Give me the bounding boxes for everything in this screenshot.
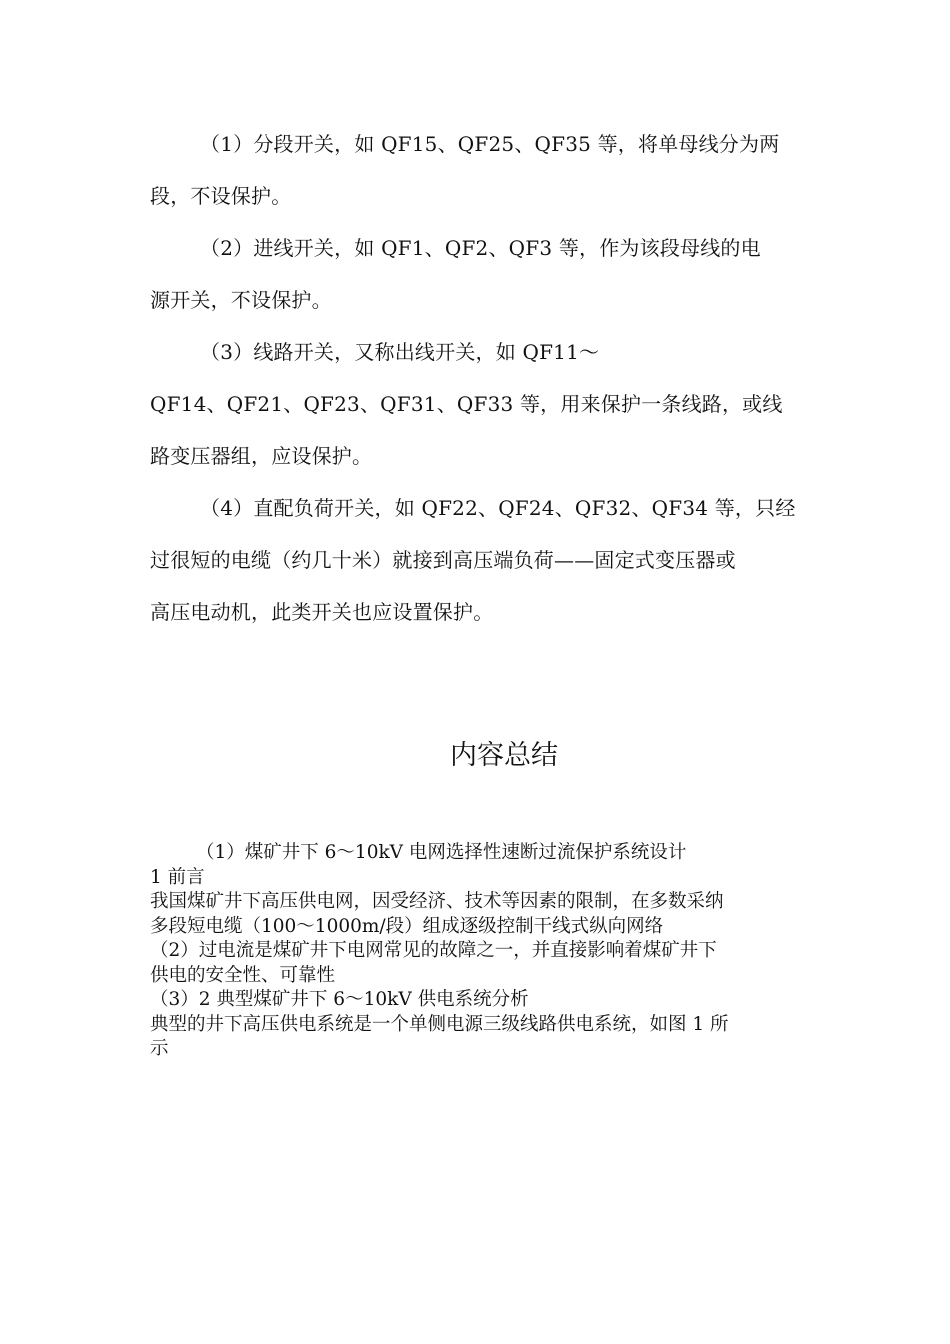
paragraph-line: （2）进线开关，如 QF1、QF2、QF3 等，作为该段母线的电 bbox=[200, 236, 761, 260]
summary-line: 多段短电缆（100～1000m/段）组成逐级控制干线式纵向网络 bbox=[150, 915, 664, 937]
paragraph-line: 源开关，不设保护。 bbox=[150, 288, 332, 312]
summary-line: 1 前言 bbox=[150, 866, 205, 888]
summary-line: 我国煤矿井下高压供电网，因受经济、技术等因素的限制，在多数采纳 bbox=[150, 891, 724, 912]
paragraph-line: 路变压器组，应设保护。 bbox=[150, 444, 373, 468]
paragraph-line: （4）直配负荷开关，如 QF22、QF24、QF32、QF34 等，只经 bbox=[200, 496, 796, 520]
body-text bbox=[150, 118, 802, 638]
summary-line: 供电的安全性、可靠性 bbox=[150, 964, 336, 986]
paragraph-line: 高压电动机，此类开关也应设置保护。 bbox=[150, 600, 494, 624]
paragraph-line: （1）分段开关，如 QF15、QF25、QF35 等，将单母线分为两 bbox=[200, 132, 780, 156]
paragraph-line: （3）线路开关，又称出线开关，如 QF11～ bbox=[200, 340, 600, 364]
summary-line: （2）过电流是煤矿井下电网常见的故障之一，并直接影响着煤矿井下 bbox=[150, 940, 717, 961]
paragraph-line: 段，不设保护。 bbox=[150, 184, 292, 208]
summary-line: （1）煤矿井下 6～10kV 电网选择性速断过流保护系统设计 bbox=[196, 842, 687, 863]
summary-line: 典型的井下高压供电系统是一个单侧电源三级线路供电系统，如图 1 所 bbox=[150, 1013, 729, 1035]
summary-line: 示 bbox=[150, 1038, 169, 1059]
paragraph-line: QF14、QF21、QF23、QF31、QF33 等，用来保护一条线路，或线 bbox=[150, 392, 783, 416]
summary-heading: 内容总结 bbox=[450, 740, 558, 771]
summary-text bbox=[150, 841, 802, 1062]
summary-line: （3）2 典型煤矿井下 6～10kV 供电系统分析 bbox=[150, 989, 529, 1010]
paragraph-line: 过很短的电缆（约几十米）就接到高压端负荷——固定式变压器或 bbox=[150, 548, 736, 572]
